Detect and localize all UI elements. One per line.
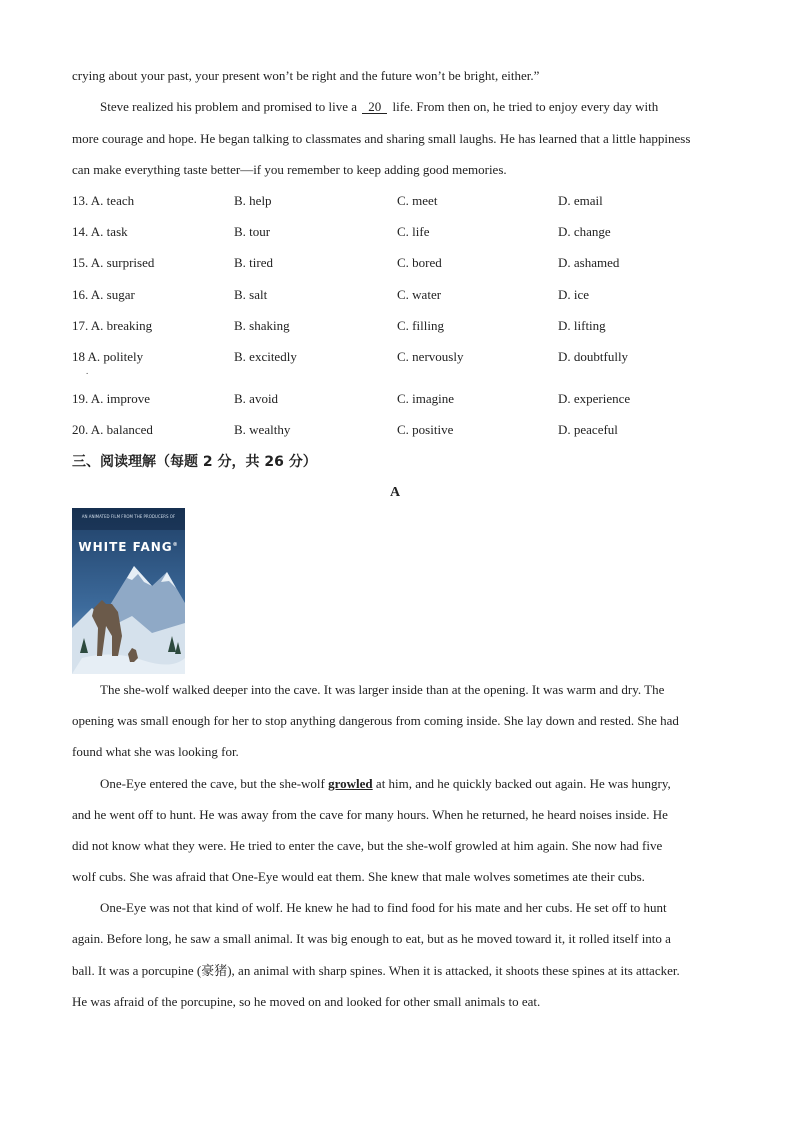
blank-20: 20 [362, 100, 387, 114]
option-b[interactable]: B. wealthy [234, 422, 291, 437]
option-d[interactable]: D. email [558, 193, 603, 208]
question-row [72, 422, 722, 438]
question-row [72, 349, 722, 365]
passage-line: again. Before long, he saw a small animal. It was big enough to eat, but as he moved toward it, it rolled itself into a [72, 931, 671, 946]
option-c[interactable]: C. nervously [397, 349, 464, 364]
option-c[interactable]: C. bored [397, 255, 442, 270]
stray-mark: . [86, 366, 89, 376]
cloze-line: more courage and hope. He began talking to classmates and sharing small laughs. He has learned that a little happiness [72, 131, 691, 146]
option-c[interactable]: C. positive [397, 422, 454, 437]
passage-line: and he went off to hunt. He was away from the cave for many hours. When he returned, he heard noises inside. He [72, 807, 668, 822]
section-title: 三、阅读理解（每题 2 分，共 26 分） [72, 454, 317, 470]
cloze-line: can make everything taste better—if you remember to keep adding good memories. [72, 162, 507, 177]
option-c[interactable]: C. life [397, 224, 430, 239]
passage-line: ball. It was a porcupine (豪猪), an animal with sharp spines. When it is attacked, it shoots these spines at its attacker. [72, 963, 680, 978]
question-row [72, 318, 722, 334]
option-d[interactable]: D. change [558, 224, 611, 239]
question-row [72, 287, 722, 303]
cloze-text: life. From then on, he tried to enjoy every day with [392, 99, 659, 114]
question-row [72, 255, 722, 271]
passage-line: wolf cubs. She was afraid that One-Eye would eat them. She knew that male wolves sometimes ate their cubs. [72, 869, 645, 884]
option-a[interactable]: 14. A. task [72, 224, 128, 239]
option-c[interactable]: C. filling [397, 318, 444, 333]
passage-label: A [390, 485, 401, 500]
passage-line: He was afraid of the porcupine, so he moved on and looked for other small animals to eat. [72, 994, 541, 1009]
poster-title: WHITE FANG® [78, 540, 179, 554]
option-d[interactable]: D. ashamed [558, 255, 620, 270]
question-row [72, 391, 722, 407]
option-d[interactable]: D. ice [558, 287, 590, 302]
cloze-line: crying about your past, your present won’t be right and the future won’t be bright, either.” [72, 68, 540, 83]
option-d[interactable]: D. doubtfully [558, 349, 629, 364]
option-a[interactable]: 19. A. improve [72, 391, 151, 406]
wolf-mountain-illustration-icon [72, 508, 185, 674]
poster-caption: AN ANIMATED FILM FROM THE PRODUCERS OF [81, 514, 176, 519]
keyword-growled: growled [328, 776, 373, 791]
option-d[interactable]: D. peaceful [558, 422, 618, 437]
option-c[interactable]: C. water [397, 287, 442, 302]
option-a[interactable]: 18 A. politely [72, 349, 144, 364]
option-a[interactable]: 16. A. sugar [72, 287, 135, 302]
movie-poster-image [72, 508, 185, 674]
option-b[interactable]: B. help [234, 193, 272, 208]
passage-line: One-Eye entered the cave, but the she-wolf growled at him, and he quickly backed out again. He was hungry, [100, 776, 671, 791]
option-a[interactable]: 13. A. teach [72, 193, 135, 208]
option-c[interactable]: C. meet [397, 193, 438, 208]
passage-line: The she-wolf walked deeper into the cave. It was larger inside than at the opening. It was warm and dry. The [100, 682, 665, 697]
option-a[interactable]: 20. A. balanced [72, 422, 153, 437]
question-row [72, 224, 722, 240]
option-d[interactable]: D. experience [558, 391, 631, 406]
passage-line: One-Eye was not that kind of wolf. He knew he had to find food for his mate and her cubs. He set off to hunt [100, 900, 667, 915]
option-b[interactable]: B. excitedly [234, 349, 297, 364]
passage-line: opening was small enough for her to stop anything dangerous from coming inside. She lay down and rested. She had [72, 713, 679, 728]
passage-line: found what she was looking for. [72, 744, 239, 759]
option-a[interactable]: 15. A. surprised [72, 255, 155, 270]
option-b[interactable]: B. salt [234, 287, 268, 302]
option-b[interactable]: B. shaking [234, 318, 290, 333]
option-d[interactable]: D. lifting [558, 318, 606, 333]
option-c[interactable]: C. imagine [397, 391, 455, 406]
option-b[interactable]: B. avoid [234, 391, 279, 406]
option-b[interactable]: B. tour [234, 224, 271, 239]
question-row [72, 193, 722, 209]
cloze-line [100, 99, 722, 115]
cloze-text: Steve realized his problem and promised to live a [100, 99, 358, 114]
passage-line: did not know what they were. He tried to enter the cave, but the she-wolf growled at him again. She now had five [72, 838, 663, 853]
option-b[interactable]: B. tired [234, 255, 273, 270]
option-a[interactable]: 17. A. breaking [72, 318, 153, 333]
